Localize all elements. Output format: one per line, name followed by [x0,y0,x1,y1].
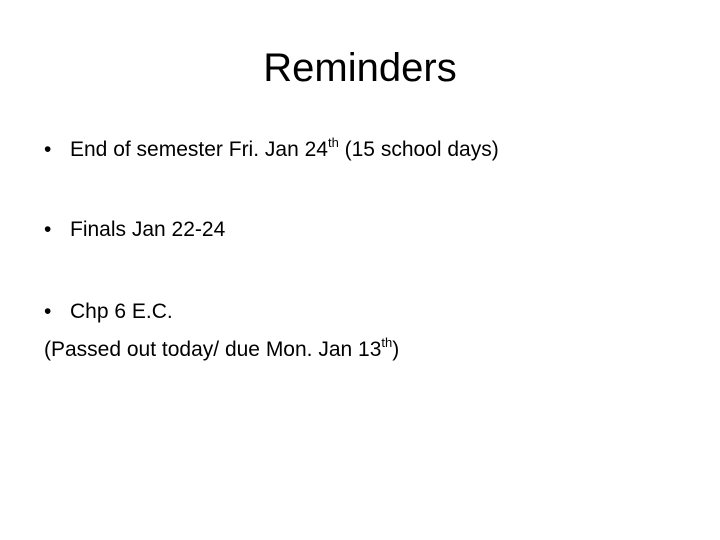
bullet-icon: • [44,138,52,161]
bullet-item-finals [44,216,225,244]
item-text-suffix: ) [392,338,400,361]
bullet-item-end-of-semester [44,136,499,164]
bullet-item-chp6-ec-continuation [44,336,399,364]
bullet-icon: • [44,300,52,323]
item-text: Chp 6 E.C. [70,300,173,323]
bullet-item-chp6-ec [44,298,173,326]
ordinal-superscript: th [381,335,393,350]
bullet-icon: • [44,218,52,241]
item-text: End of semester Fri. Jan 24 [70,138,328,161]
slide-title: Reminders [263,46,457,90]
item-text: Finals Jan 22-24 [70,218,226,241]
ordinal-superscript: th [327,135,339,150]
item-text: (Passed out today/ due Mon. Jan 13 [44,338,382,361]
item-text-suffix: (15 school days) [338,138,499,161]
